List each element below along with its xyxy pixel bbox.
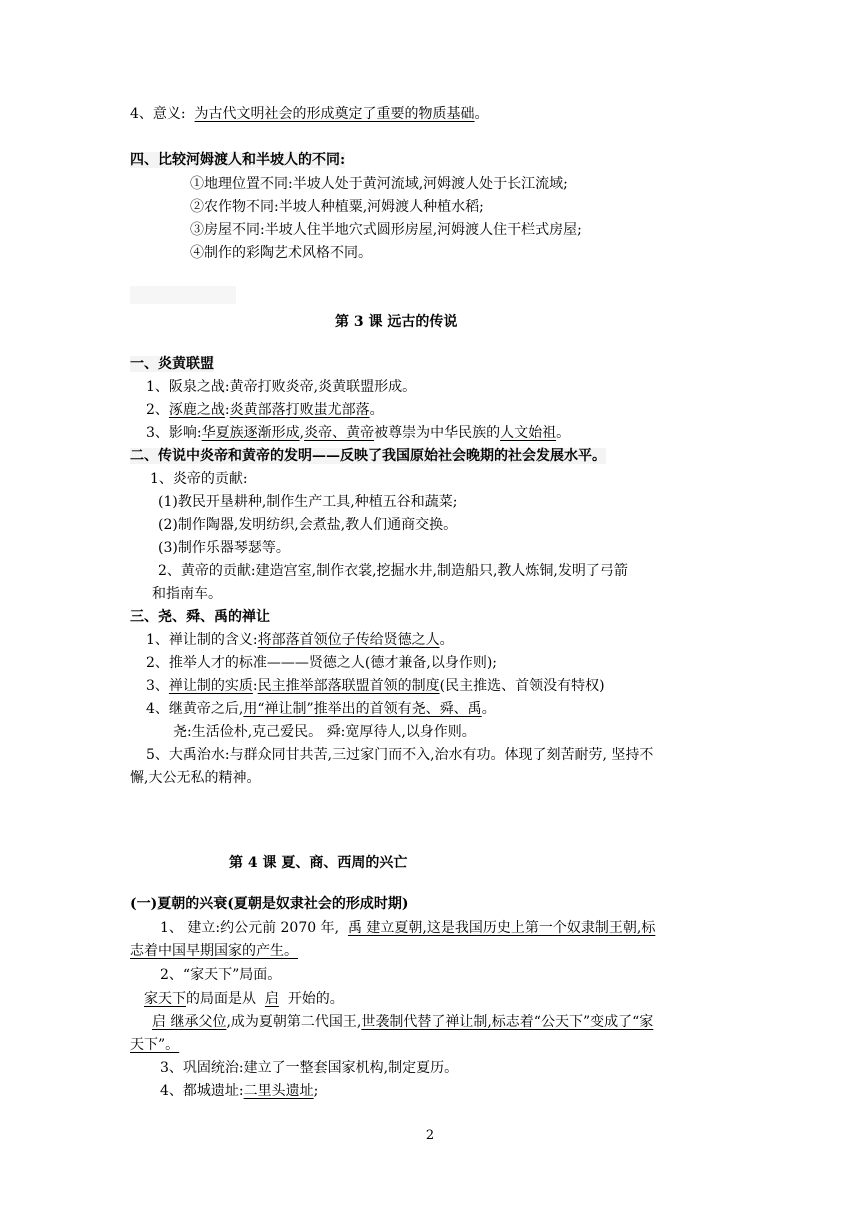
text-line: 家天下的局面是从 启 开始的。 [144, 991, 344, 1007]
meaning-text: 为古代文明社会的形成奠定了重要的物质基础 [194, 106, 475, 122]
text-line: 3、巩固统治:建立了一整套国家机构,制定夏历。 [160, 1060, 459, 1076]
text-line: 1、 建立:约公元前 2070 年, 禹 建立夏朝,这是我国历史上第一个奴隶制王朝,标 [160, 920, 656, 936]
lesson-3-section-3: 三、尧、舜、禹的禅让 [130, 609, 270, 625]
text-line: 天下”。 [130, 1037, 180, 1053]
text-line: 志着中国早期国家的产生。 [130, 943, 298, 959]
text-line: 3、禅让制的实质:民主推举部落联盟首领的制度(民主推选、首领没有特权) [146, 678, 605, 694]
blank-highlight [130, 286, 236, 304]
text-line: 启 继承父位,成为夏朝第二代国王,世袭制代替了禅让制,标志着“公天下”变成了“家 [152, 1014, 654, 1030]
text-line: 1、禅让制的含义:将部落首领位子传给贤德之人。 [146, 632, 454, 648]
text-line: (2)制作陶器,发明纺织,会煮盐,教人们通商交换。 [158, 517, 458, 533]
lesson-4-section-1: (一)夏朝的兴衰(夏朝是奴隶社会的形成时期) [130, 896, 409, 912]
text-line: (3)制作乐器琴瑟等。 [158, 540, 290, 556]
list-item: ②农作物不同:半坡人种植粟,河姆渡人种植水稻; [190, 199, 484, 215]
text-line: 2、“家天下”局面。 [160, 967, 282, 983]
text-line: 2、推举人才的标准———贤德之人(德才兼备,以身作则); [146, 655, 497, 671]
lesson-3-section-1: 一、炎黄联盟 [130, 356, 214, 372]
lesson-3-section-2: 二、传说中炎帝和黄帝的发明——反映了我国原始社会晚期的社会发展水平。 [130, 448, 606, 464]
text-line: 3、影响:华夏族逐渐形成,炎帝、黄帝被尊崇为中华民族的人文始祖。 [146, 425, 571, 441]
list-item: ④制作的彩陶艺术风格不同。 [190, 245, 372, 261]
text-line: 1、炎帝的贡献: [150, 471, 248, 487]
page-number: 2 [425, 1128, 435, 1143]
text-line: 5、大禹治水:与群众同甘共苦,三过家门而不入,治水有功。体现了刻苦耐劳, 坚持不 [146, 747, 654, 763]
text-line: 和指南车。 [152, 586, 222, 602]
lesson-4-title: 第 4 课 夏、商、西周的兴亡 [229, 855, 408, 871]
lesson-3-title: 第 3 课 远古的传说 [335, 314, 458, 330]
text-line: 懈,大公无私的精神。 [130, 770, 261, 786]
text-line: (1)教民开垦耕种,制作生产工具,种植五谷和蔬菜; [158, 494, 458, 510]
list-item: ①地理位置不同:半坡人处于黄河流域,河姆渡人处于长江流域; [190, 176, 568, 192]
text-line: 尧:生活俭朴,克己爱民。 舜:宽厚待人,以身作则。 [173, 724, 476, 740]
text-line: 1、阪泉之战:黄帝打败炎帝,炎黄联盟形成。 [146, 379, 417, 395]
text-line: 2、黄帝的贡献:建造宫室,制作衣裳,挖掘水井,制造船只,教人炼铜,发明了弓箭 [158, 563, 628, 579]
text-line: 4、继黄帝之后,用“禅让制”推举出的首领有尧、舜、禹。 [146, 701, 496, 717]
list-item: ③房屋不同:半坡人住半地穴式圆形房屋,河姆渡人住干栏式房屋; [190, 222, 582, 238]
text-line: 2、涿鹿之战:炎黄部落打败蚩尤部落。 [146, 402, 384, 418]
text-line: 4、都城遗址:二里头遗址; [160, 1083, 319, 1099]
meaning-line: 4、意义: 为古代文明社会的形成奠定了重要的物质基础。 [130, 106, 489, 122]
section-4-heading: 四、比较河姆渡人和半坡人的不同: [130, 152, 346, 168]
